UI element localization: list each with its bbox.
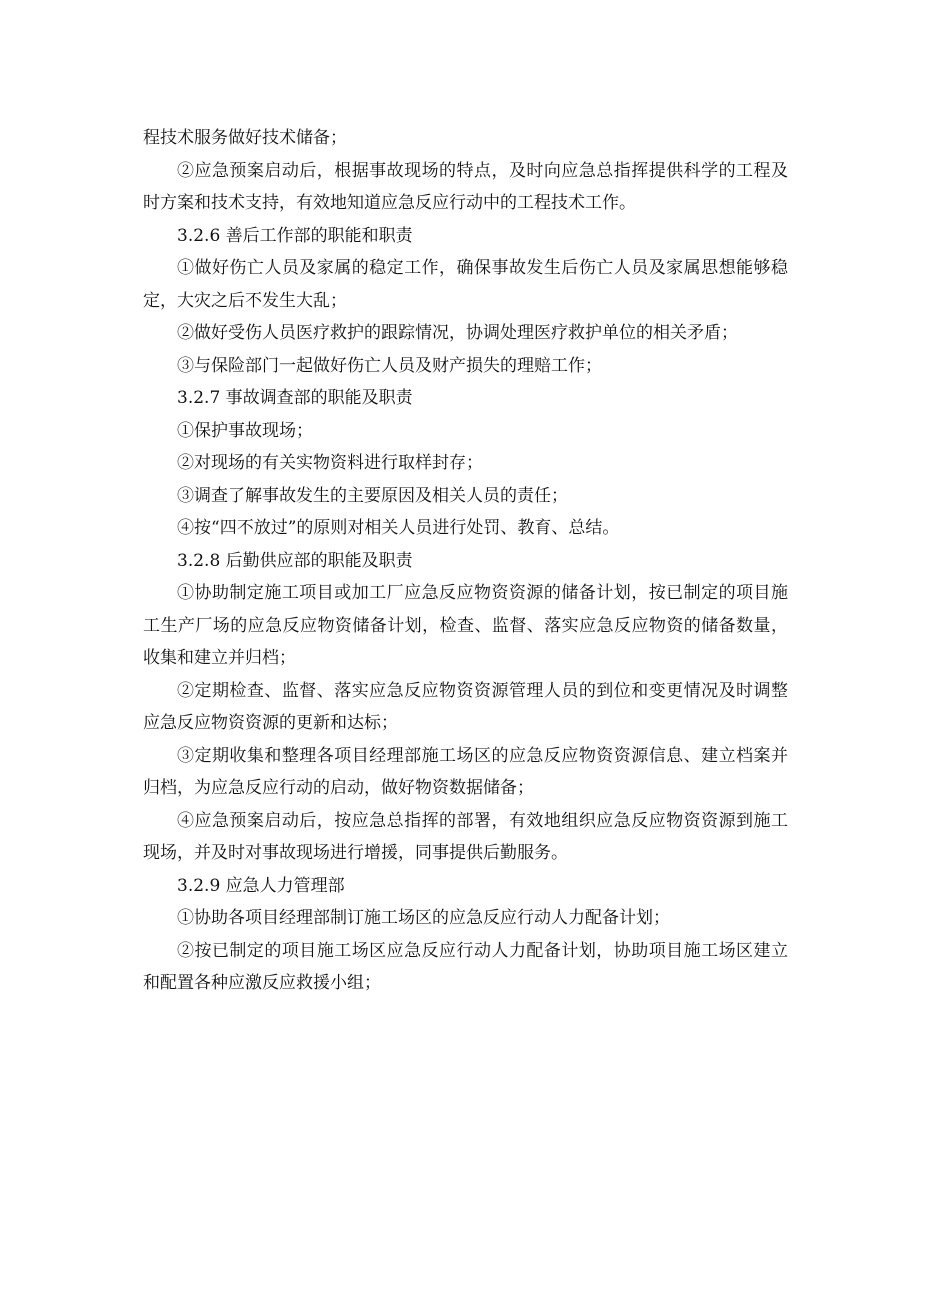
paragraph: ③定期收集和整理各项目经理部施工场区的应急反应物资资源信息、建立档案并归档，为应急反应行动的启动，做好物资数据储备；: [143, 745, 788, 798]
section-heading: 3.2.7 事故调查部的职能及职责: [177, 388, 413, 408]
paragraph: ②做好受伤人员医疗救护的跟踪情况，协调处理医疗救护单位的相关矛盾；: [177, 323, 738, 343]
section-heading: 3.2.6 善后工作部的职能和职责: [177, 225, 413, 246]
document-body: [143, 122, 788, 1000]
paragraph: ②对现场的有关实物资料进行取样封存；: [177, 453, 483, 473]
paragraph: ②应急预案启动后，根据事故现场的特点，及时向应急总指挥提供科学的工程及时方案和技术支持，有效地知道应急反应行动中的工程技术工作。: [143, 160, 788, 213]
paragraph: ①协助制定施工项目或加工厂应急反应物资资源的储备计划，按已制定的项目施工生产厂场的应急反应物资储备计划，检查、监督、落实应急反应物资的储备数量，收集和建立并归档；: [143, 583, 788, 668]
paragraph: 程技术服务做好技术储备；: [143, 128, 347, 148]
paragraph: ①保护事故现场；: [177, 420, 313, 441]
paragraph: ③调查了解事故发生的主要原因及相关人员的责任；: [177, 485, 568, 506]
section-heading: 3.2.8 后勤供应部的职能及职责: [177, 550, 413, 571]
paragraph: ①协助各项目经理部制订施工场区的应急反应行动人力配备计划；: [177, 908, 670, 928]
paragraph: ②定期检查、监督、落实应急反应物资资源管理人员的到位和变更情况及时调整应急反应物资资源的更新和达标；: [143, 680, 788, 733]
section-heading: 3.2.9 应急人力管理部: [177, 875, 345, 896]
paragraph: ④按“四不放过”的原则对相关人员进行处罚、教育、总结。: [177, 518, 620, 538]
paragraph: ①做好伤亡人员及家属的稳定工作，确保事故发生后伤亡人员及家属思想能够稳定，大灾之后不发生大乱；: [143, 258, 788, 311]
paragraph: ④应急预案启动后，按应急总指挥的部署，有效地组织应急反应物资资源到施工现场，并及时对事故现场进行增援，同事提供后勤服务。: [143, 810, 788, 863]
paragraph: ③与保险部门一起做好伤亡人员及财产损失的理赔工作；: [177, 355, 602, 376]
paragraph: ②按已制定的项目施工场区应急反应行动人力配备计划，协助项目施工场区建立和配置各种应激反应救援小组；: [143, 940, 788, 993]
